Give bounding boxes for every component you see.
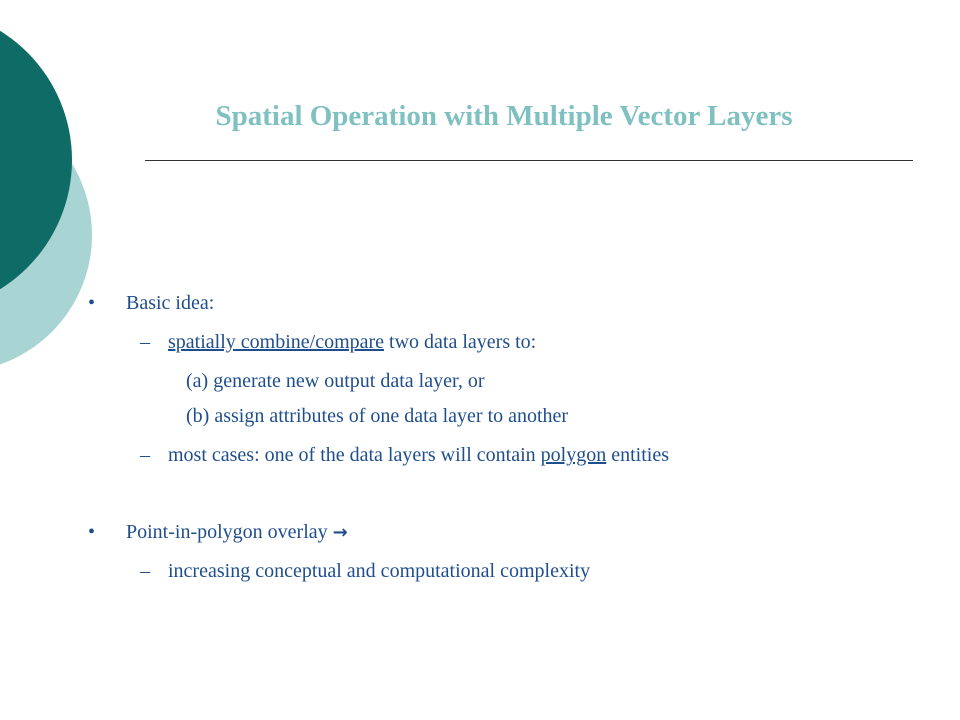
- bullet-point-in-polygon: [126, 520, 348, 545]
- bullet-marker: •: [88, 521, 96, 543]
- slide-title: Spatial Operation with Multiple Vector Layers: [215, 100, 793, 132]
- underlined-term: spatially combine/compare: [168, 331, 385, 353]
- sub-bullet-text: entities: [606, 444, 669, 466]
- underlined-term: polygon: [540, 444, 607, 466]
- sub-bullet-marker: –: [140, 331, 150, 353]
- bullet-text: Point-in-polygon overlay: [126, 521, 333, 543]
- sub-bullet-combine: [168, 330, 536, 354]
- sub-item-a: (a) generate new output data layer, or: [186, 370, 485, 392]
- sub-bullet-most-cases: [168, 443, 669, 467]
- sub-bullet-text: most cases: one of the data layers will contain: [168, 444, 541, 466]
- sub-item-b: (b) assign attributes of one data layer to another: [186, 405, 569, 427]
- sub-bullet-text: two data layers to:: [384, 331, 537, 353]
- sub-bullet-marker: –: [140, 560, 150, 582]
- bullet-marker: •: [88, 292, 96, 314]
- bullet-basic-idea: Basic idea:: [126, 292, 215, 314]
- title-divider: [145, 160, 913, 161]
- sub-bullet-marker: –: [140, 444, 150, 466]
- sub-bullet-complexity: increasing conceptual and computational complexity: [168, 560, 591, 582]
- decorative-circles: [0, 0, 200, 420]
- right-arrow-icon: →: [332, 522, 348, 543]
